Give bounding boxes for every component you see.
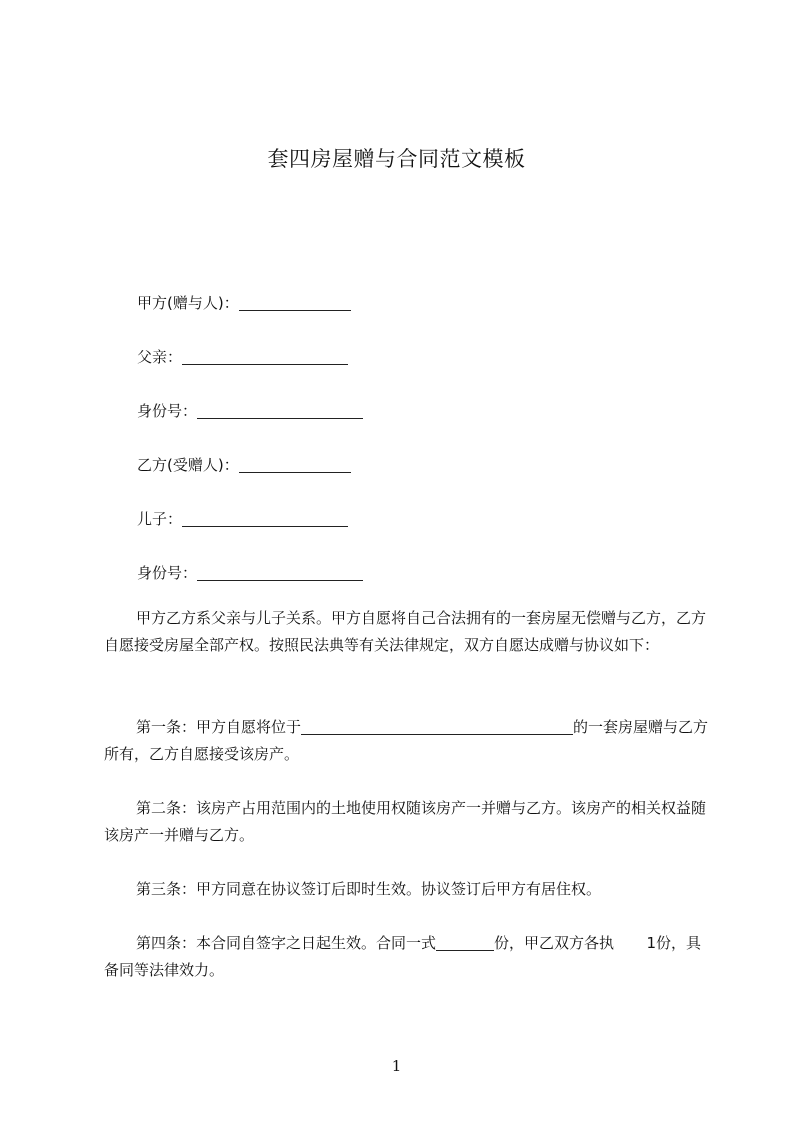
party-b-blank[interactable] (239, 457, 351, 473)
article-1-text-after: 的一套房屋赠与乙方所有，乙方自愿接受该房产。 (104, 718, 709, 763)
id-number-label-2: 身份号： (137, 564, 198, 582)
father-blank[interactable] (182, 349, 348, 365)
party-a-field (137, 292, 351, 313)
party-a-label: 甲方(赠与人)： (137, 294, 239, 312)
article-4-text-after: 份，具备同等法律效力。 (104, 934, 702, 979)
copies-each-value: 1 (646, 934, 657, 952)
party-a-blank[interactable] (239, 295, 351, 311)
intro-paragraph: 甲方乙方系父亲与儿子关系。甲方自愿将自己合法拥有的一套房屋无偿赠与乙方，乙方自愿接受房屋全部产权。按照民法典等有关法律规定，双方自愿达成赠与协议如下： (104, 609, 707, 654)
id-number-label-1: 身份号： (137, 402, 198, 420)
id-number-field-2 (137, 562, 363, 583)
id-number-field-1 (137, 400, 363, 421)
father-label: 父亲： (137, 348, 183, 366)
son-field (137, 508, 348, 529)
copies-blank[interactable] (436, 935, 494, 951)
article-4-text-middle: 份，甲乙双方各执 (494, 934, 615, 952)
document-title: 套四房屋赠与合同范文模板 (267, 147, 526, 171)
id-number-blank-1[interactable] (197, 403, 363, 419)
address-blank[interactable] (301, 719, 573, 735)
article-4 (104, 930, 716, 984)
father-field (137, 346, 348, 367)
article-1-text-before: 第一条：甲方自愿将位于 (136, 718, 302, 736)
son-label: 儿子： (137, 510, 183, 528)
party-b-field (137, 454, 351, 475)
party-b-label: 乙方(受赠人)： (137, 456, 239, 474)
id-number-blank-2[interactable] (197, 565, 363, 581)
article-1 (104, 714, 716, 768)
page-number: 1 (391, 1057, 402, 1075)
son-blank[interactable] (182, 511, 348, 527)
article-2: 第二条：该房产占用范围内的土地使用权随该房产一并赠与乙方。该房产的相关权益随该房产一并赠与乙方。 (104, 799, 707, 844)
article-4-text-before: 第四条：本合同自签字之日起生效。合同一式 (136, 934, 437, 952)
article-3: 第三条：甲方同意在协议签订后即时生效。协议签订后甲方有居住权。 (136, 880, 602, 898)
